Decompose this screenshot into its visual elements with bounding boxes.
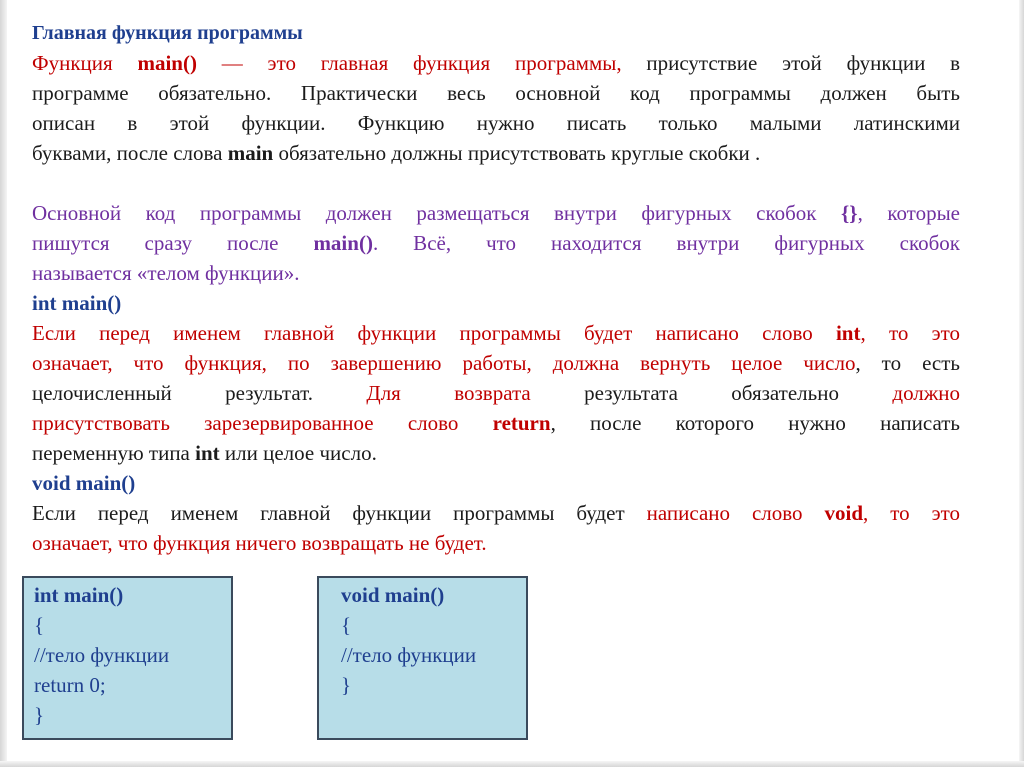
- int-main-heading: int main(): [32, 291, 122, 315]
- p1-l4-text-a: буквами, после слова: [32, 141, 223, 165]
- int-l4-return: return: [492, 411, 551, 435]
- p1-line-4: [32, 138, 960, 168]
- code-box-void-main: [317, 576, 528, 740]
- p2-main: main(): [313, 231, 373, 255]
- code-box-int-main: [22, 576, 233, 740]
- p1-black-text: присутствие этой функции в: [646, 51, 960, 75]
- code-void-line-4: }: [341, 673, 352, 697]
- slide-edge-right: [1019, 0, 1024, 767]
- int-l3-text-b: Для возврата: [366, 381, 531, 405]
- int-line-4: [32, 408, 960, 438]
- p2-l2-text-c: . Всё, что находится внутри фигурных скобок: [372, 231, 960, 255]
- int-l1-int: int: [835, 321, 861, 345]
- int-line-5: [32, 438, 960, 468]
- p2-l2-text-a: пишутся сразу после: [32, 231, 279, 255]
- p1-red-text: Функция: [32, 51, 113, 75]
- p2-braces: {}: [841, 201, 858, 225]
- int-l3-text-c: результата обязательно: [584, 381, 839, 405]
- code-int-line-3: //тело функции: [34, 643, 170, 667]
- p1-line-1: [32, 48, 960, 78]
- int-l5-text-a: переменную типа: [32, 441, 190, 465]
- code-int-line-2: {: [34, 613, 45, 637]
- int-l2-text-b: , то есть: [855, 351, 960, 375]
- void-l1-text-a: Если перед именем главной функции программы будет: [32, 501, 625, 525]
- p2-l1-text-c: , которые: [857, 201, 960, 225]
- code-int-line-1: int main(): [34, 583, 124, 607]
- p1-line-2: программе обязательно. Практически весь основной код программы должен быть: [32, 81, 960, 105]
- int-line-3: [32, 378, 960, 408]
- int-l5-text-c: или целое число.: [224, 441, 377, 465]
- p2-line-3: называется «телом функции».: [32, 261, 300, 285]
- p2-line-1: [32, 198, 960, 228]
- code-int-line-5: }: [34, 703, 45, 727]
- int-l4-text-a: присутствовать зарезервированное слово: [32, 411, 459, 435]
- p2-l1-text-a: Основной код программы должен размещаться внутри фигурных скобок: [32, 201, 817, 225]
- int-l1-text-c: , то это: [860, 321, 960, 345]
- int-l2-text-a: означает, что функция, по завершению работы, должна вернуть целое число: [32, 351, 856, 375]
- p2-line-2: [32, 228, 960, 258]
- slide-title: Главная функция программы: [32, 22, 303, 44]
- int-line-2: [32, 348, 960, 378]
- void-line-1: [32, 498, 960, 528]
- void-l1-void: void: [824, 501, 864, 525]
- void-main-heading: void main(): [32, 471, 136, 495]
- int-l5-int: int: [195, 441, 220, 465]
- void-l1-text-b: написано слово: [646, 501, 803, 525]
- int-l1-text-a: Если перед именем главной функции программы будет написано слово: [32, 321, 813, 345]
- int-l4-text-c: , после которого нужно написать: [550, 411, 960, 435]
- p1-red-text-2: — это главная функция программы,: [221, 51, 622, 75]
- code-int-line-4: return 0;: [34, 673, 106, 697]
- p1-l4-main: main: [227, 141, 274, 165]
- void-l1-text-d: , то это: [863, 501, 960, 525]
- int-line-1: [32, 318, 960, 348]
- void-line-2: означает, что функция ничего возвращать не будет.: [32, 531, 487, 555]
- p1-line-3: описан в этой функции. Функцию нужно писать только малыми латинскими: [32, 111, 960, 135]
- slide-edge-left: [0, 0, 7, 767]
- int-l3-text-a: целочисленный результат.: [32, 381, 313, 405]
- paragraph-gap: [32, 168, 960, 198]
- code-void-line-2: {: [341, 613, 352, 637]
- slide-content: [32, 18, 960, 558]
- p1-main-keyword: main(): [137, 51, 197, 75]
- p1-l4-text-c: обязательно должны присутствовать круглые скобки .: [278, 141, 761, 165]
- code-void-line-1: void main(): [341, 583, 445, 607]
- code-void-line-3: //тело функции: [341, 643, 477, 667]
- int-l3-text-d: должно: [892, 381, 960, 405]
- slide-edge-bottom: [0, 761, 1024, 767]
